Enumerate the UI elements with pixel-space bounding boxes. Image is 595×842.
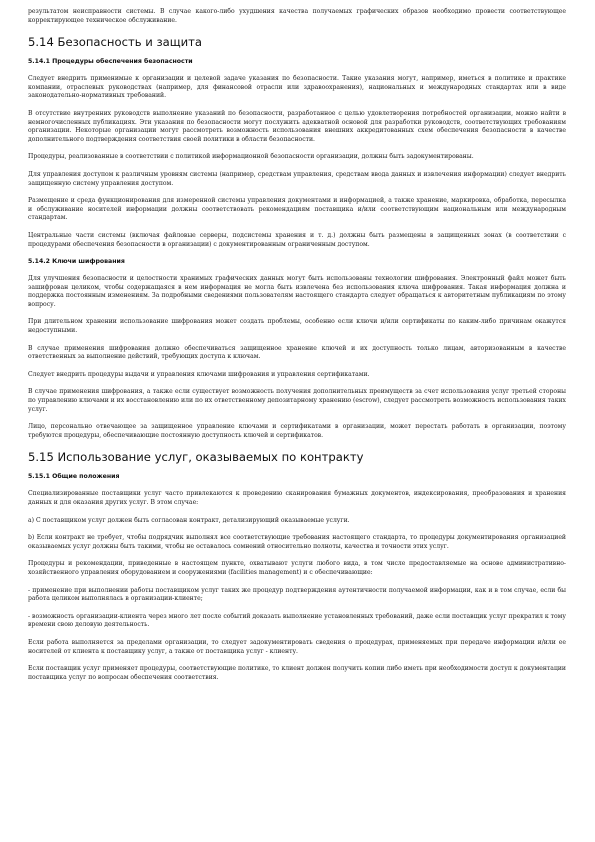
paragraph: a) С поставщиком услуг должен быть согласован контракт, детализирующий оказываемые услуги. bbox=[28, 516, 350, 524]
subsection-5-14-1-heading: 5.14.1 Процедуры обеспечения безопасности bbox=[28, 58, 193, 66]
subsection-5-14-2-heading: 5.14.2 Ключи шифрования bbox=[28, 258, 125, 266]
paragraph: Следует внедрить процедуры выдачи и управления ключами шифрования и управления сертификатами. bbox=[28, 370, 370, 378]
document-page bbox=[28, 8, 566, 682]
paragraph: Размещение и среда функционирования для измеренной системы управления документами и информацией, а также хранение, маркировка, обработка, пересылка и обслуживание носителей информации должны соответствовать рекомендациям поставщика и/или соответствующим национальным или международным стандартам. bbox=[28, 197, 566, 222]
section-5-14-heading: 5.14 Безопасность и защита bbox=[28, 35, 203, 50]
paragraph: Для управления доступом к различным уровням системы (например, средствам управления, средствам ввода данных и извлечения информации) следует внедрить защищенную систему управления доступом. bbox=[28, 170, 566, 187]
paragraph: В случае применения шифрования должно обеспечиваться защищенное хранение ключей и их доступность только лицам, авторизованным в качестве ответственных за выполнение действий, требующих доступа к ключам. bbox=[28, 344, 566, 361]
subsection-5-15-1-heading: 5.15.1 Общие положения bbox=[28, 473, 120, 481]
paragraph: Для улучшения безопасности и целостности хранимых графических данных могут быть использованы технологии шифрования. Электронный файл может быть зашифрован целиком, чтобы содержащаяся в нем информация не могла быть извлечена без использования ключа шифрования. Такая информация должна и поддержка постоянным изменениям. За подробными сведениями пользователям настоящего стандарта следует обращаться к авторитетным публикациям по этому вопросу. bbox=[28, 275, 566, 308]
paragraph: Специализированные поставщики услуг часто привлекаются к проведению сканирования бумажных документов, индексирования, преобразования и хранения данных и для оказания других услуг. В этом случае: bbox=[28, 490, 566, 506]
paragraph: Центральные части системы (включая файловые серверы, подсистемы хранения и т. д.) должны быть размещены в защищенных зонах (в соответствии с процедурами обеспечения безопасности в организации) с документированным ограниченным доступом. bbox=[28, 231, 566, 248]
paragraph: При длительном хранении использование шифрования может создать проблемы, особенно если ключи и/или сертификаты по каким-либо причинам окажутся недоступными. bbox=[28, 318, 566, 335]
paragraph: В случае применения шифрования, а также если существует возможность получения дополнительных преимуществ за счет использования услуг третьей стороны по управлению ключами и их восстановлению или по их ответственному депозитарному хранению (escrow), следует рассмотреть возможность использования таких услуг. bbox=[28, 388, 566, 413]
paragraph: Процедуры и рекомендации, приведенные в настоящем пункте, охватывают услуги любого вида, в том числе предоставляемые на основе административно-хозяйственного управления оборудованием и сооружениями (facilities management) и с обеспечивающие: bbox=[28, 560, 566, 576]
paragraph: Если поставщик услуг применяет процедуры, соответствующие политике, то клиент должен получить копии либо иметь при необходимости доступ к документации поставщика услуг по вопросам обеспечения соответствия. bbox=[28, 665, 566, 681]
paragraph: Процедуры, реализованные в соответствии с политикой информационной безопасности организации, должны быть задокументированы. bbox=[28, 153, 474, 161]
paragraph: Следует внедрить применимые к организации и целевой задаче указания по безопасности. Такие указания могут, например, иметься в политике и практике компании, отраслевых руководствах (например, для финансовой отрасли или здравоохранения), национальных и международных стандартах или в виде законодательно-нормативных требований. bbox=[28, 75, 566, 100]
section-5-15-heading: 5.15 Использование услуг, оказываемых по контракту bbox=[28, 450, 364, 465]
paragraph: Если работа выполняется за пределами организации, то следует задокументировать сведения о процедурах, применяемых при передаче информации и/или ее носителей от клиента к поставщику услуг, а также от поставщика услуг - клиенту. bbox=[28, 638, 566, 655]
paragraph: b) Если контракт не требует, чтобы подрядчик выполнял все соответствующие требования настоящего стандарта, то процедуры документирования организацией оказываемых услуг должны быть такими, чтобы не оставалось сомнений относительно полноты, качества и точности этих услуг. bbox=[28, 534, 566, 550]
paragraph: Лицо, персонально отвечающее за защищенное управление ключами и сертификатами в организации, может перестать работать в организации, поэтому требуются процедуры, обеспечивающие постоянную доступность ключей и сертификатов. bbox=[28, 423, 566, 439]
paragraph: В отсутствие внутренних руководств выполнение указаний по безопасности, разработанное с целью удовлетворения потребностей организации, можно найти в немногочисленных публикациях. Эти указания по безопасности могут послужить адекватной основой для разработки руководств, соответствующих требованиям организации. Некоторые организации могут рассмотреть возможность использования внешних аккредитованных схем обеспечения безопасности в качестве дополнительного подтверждения соответствия своей политики в области безопасности. bbox=[28, 109, 566, 143]
intro-paragraph: результатом неисправности системы. В случае какого-либо ухудшения качества получаемых графических образов необходимо провести соответствующее корректирующее техническое обслуживание. bbox=[28, 8, 566, 24]
list-item: - возможность организации-клиента через много лет после событий доказать выполнение установленных требований, даже если поставщик услуг прекратил к тому времени свою деловую деятельность. bbox=[28, 612, 566, 629]
list-item: - применение при выполнении работы поставщиком услуг таких же процедур подтверждения аутентичности получаемой информации, как и в том случае, если бы работа целиком выполнялась в организации-клиенте; bbox=[28, 586, 566, 603]
